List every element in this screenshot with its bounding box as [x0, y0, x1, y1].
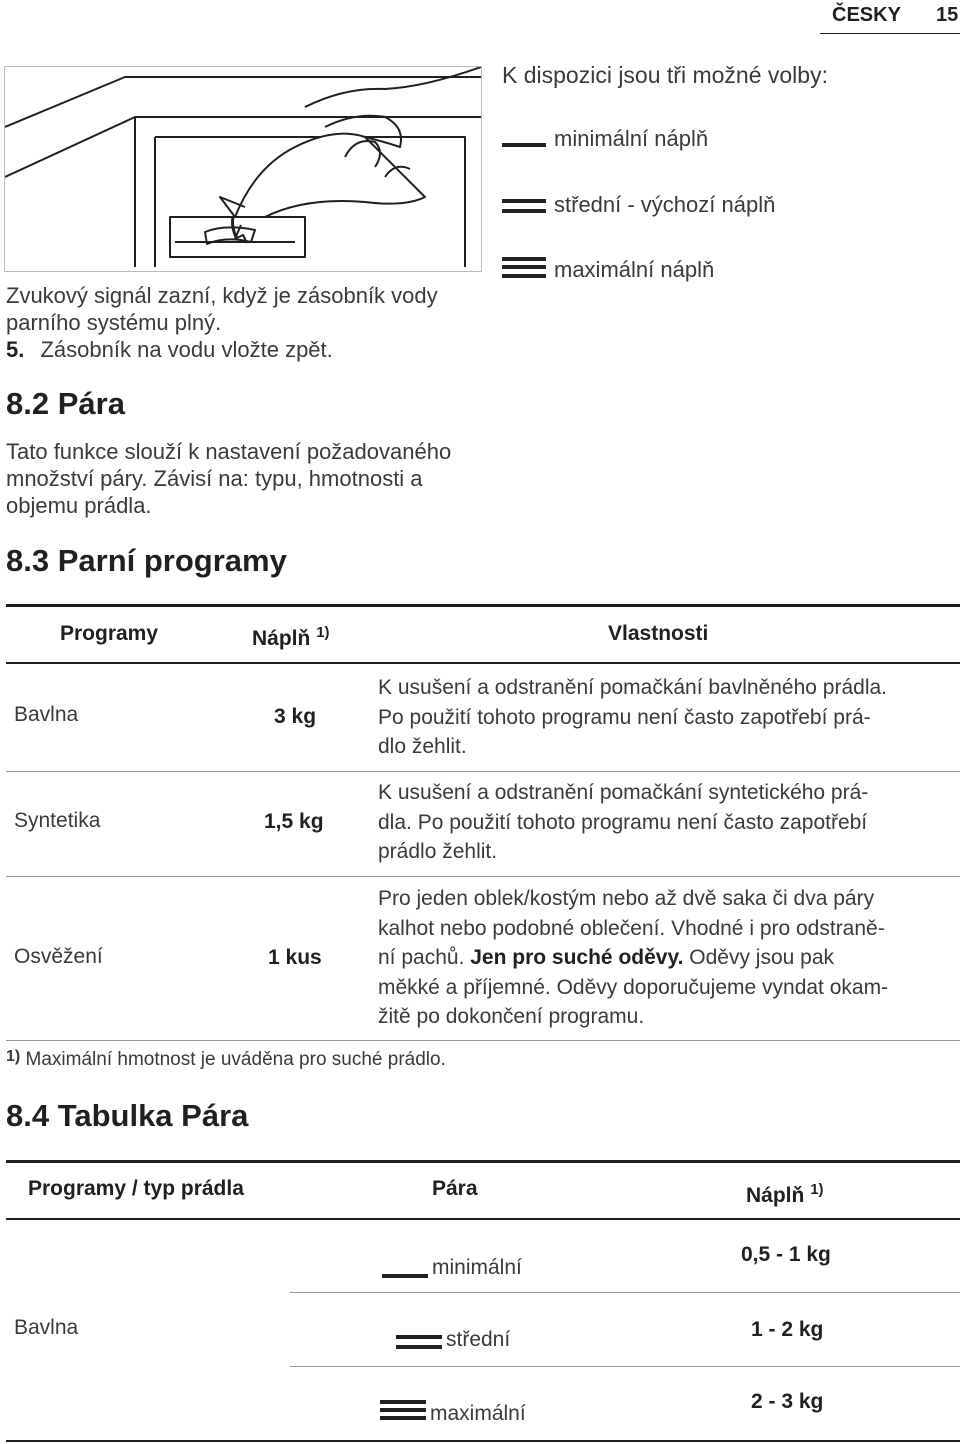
steam-options-intro: K dispozici jsou tři možné volby:	[502, 62, 828, 88]
three-bars-icon	[380, 1400, 426, 1424]
steam-level: střední	[446, 1328, 511, 1351]
col-load: Náplň $^{1)}$	[252, 624, 330, 650]
three-bars-icon	[502, 257, 546, 281]
one-bar-icon	[502, 126, 546, 150]
section-8-2-title: 8.2 Pára	[6, 386, 125, 421]
step-number: 5.	[6, 337, 25, 362]
language-label: ČESKY	[832, 4, 901, 26]
program-name: Osvěžení	[14, 945, 103, 968]
page-number: 15	[936, 4, 959, 26]
col-properties: Vlastnosti	[608, 622, 709, 645]
program-load: 1 kus	[268, 946, 322, 969]
load-range: 0,5 - 1 kg	[741, 1243, 831, 1266]
two-bars-icon	[396, 1330, 442, 1354]
footnote: $^{1)}$ Maximální hmotnost je uváděna pro suché prádlo.	[6, 1048, 446, 1070]
load-range: 1 - 2 kg	[751, 1318, 824, 1341]
program-name: Bavlna	[14, 1316, 79, 1339]
program-load: 1,5 kg	[264, 810, 324, 833]
illustration-filling-water-tank	[4, 66, 482, 272]
program-description: K usušení a odstranění pomačkání syntetického prá- dla. Po použití tohoto programu není často zapotřebí prádlo žehlit.	[378, 781, 869, 863]
option-label: střední - výchozí náplň	[554, 192, 776, 217]
two-bars-icon	[502, 192, 546, 216]
section-8-4-title: 8.4 Tabulka Pára	[6, 1098, 249, 1133]
program-description: Pro jeden oblek/kostým nebo až dvě saka či dva páry kalhot nebo podobné oblečení. Vhodné i pro odstraně- ní pachů. Jen pro suché oděvy. Oděvy jsou pak měkké a příjemné. Oděvy doporučujeme vyndat okam- žitě po dokončení programu.	[378, 887, 889, 1028]
one-bar-icon	[382, 1258, 428, 1282]
section-8-3-title: 8.3 Parní programy	[6, 543, 287, 578]
program-name: Bavlna	[14, 703, 79, 726]
water-tank-illustration-icon	[5, 67, 481, 271]
col-steam: Pára	[432, 1177, 478, 1200]
col-program-type: Programy / typ prádla	[28, 1177, 244, 1200]
load-range: 2 - 3 kg	[751, 1390, 824, 1413]
signal-paragraph: Zvukový signál zazní, když je zásobník vody parního systému plný.	[6, 283, 438, 335]
step-text: Zásobník na vodu vložte zpět.	[40, 337, 333, 362]
section-8-2-text: Tato funkce slouží k nastavení požadovaného množství páry. Závisí na: typu, hmotnosti a objemu prádla.	[6, 439, 452, 518]
option-label: maximální náplň	[554, 257, 715, 282]
steam-level: minimální	[432, 1256, 522, 1279]
program-load: 3 kg	[274, 705, 317, 728]
program-description: K usušení a odstranění pomačkání bavlněného prádla. Po použití tohoto programu není často zapotřebí prá- dlo žehlit.	[378, 676, 888, 758]
header-rule	[820, 33, 960, 34]
step-5	[6, 336, 333, 363]
option-label: minimální náplň	[554, 126, 709, 151]
steam-level: maximální	[430, 1402, 526, 1425]
col-load: Náplň $^{1)}$	[746, 1181, 824, 1207]
program-name: Syntetika	[14, 809, 101, 832]
col-programs: Programy	[60, 622, 159, 645]
